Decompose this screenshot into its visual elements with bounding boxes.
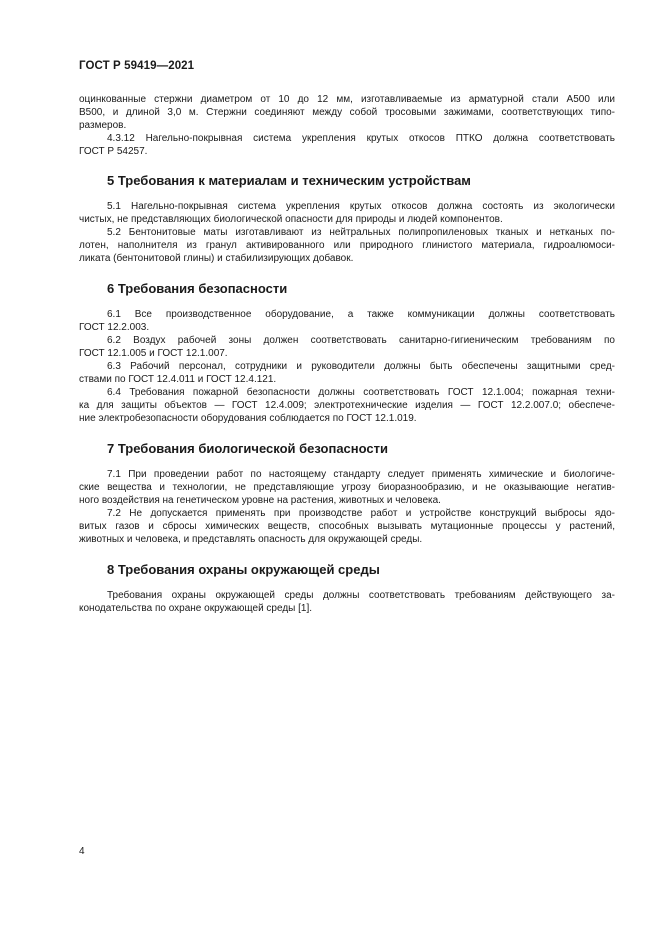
paragraph-7-2-line: витых газов и сбросы химических веществ, способных вызывать мутационные процессы у растений, (79, 521, 615, 532)
paragraph-6-4-line: ние электробезопасности оборудования соблюдается по ГОСТ 12.1.019. (79, 413, 417, 424)
paragraph-8-line: конодательства по охране окружающей среды [1]. (79, 603, 313, 614)
paragraph-5-1-line: 5.1 Нагельно-покрывная система укрепления крутых откосов должна состоять из экологически (107, 201, 615, 212)
paragraph-6-4-line: 6.4 Требования пожарной безопасности должны соответствовать ГОСТ 12.1.004; пожарная техни- (107, 387, 615, 398)
paragraph-7-1-line: ного воздействия на генетическом уровне на растения, животных и человека. (79, 495, 441, 506)
paragraph-5-1-line: чистых, не представляющих биологической опасности для природы и людей компонентов. (79, 214, 503, 225)
paragraph-6-3-line: 6.3 Рабочий персонал, сотрудники и руководители должны быть обеспечены защитными сред- (107, 361, 615, 372)
paragraph-7-1-line: ские вещества и технологии, не представляющие угрозу биоразнообразию, и не оказывающие негатив- (79, 482, 615, 493)
paragraph-6-1-line: ГОСТ 12.2.003. (79, 322, 150, 333)
section-7-heading: 7 Требования биологической безопасности (107, 441, 388, 456)
paragraph-7-2-line: 7.2 Не допускается применять при производстве работ и устройстве конструкций выбросы ядо- (107, 508, 615, 519)
paragraph-8-line: Требования охраны окружающей среды должны соответствовать требованиям действующего за- (107, 590, 615, 601)
paragraph-6-4-line: ка для защиты объектов — ГОСТ 12.4.009; электротехнические изделия — ГОСТ 12.2.007.0; обеспече- (79, 400, 615, 411)
section-6-heading: 6 Требования безопасности (107, 281, 288, 296)
paragraph-7-2-line: животных и человека, и представлять опасность для окружающей среды. (79, 534, 423, 545)
document-header-id: ГОСТ Р 59419—2021 (79, 60, 195, 72)
paragraph-continuation-line: В500, и длиной 3,0 м. Стержни соединяют между собой тросовыми зажимами, соответствующих типо- (79, 107, 615, 118)
paragraph-4-3-12-line: 4.3.12 Нагельно-покрывная система укрепления крутых откосов ПТКО должна соответствовать (107, 133, 615, 144)
paragraph-7-1-line: 7.1 При проведении работ по настоящему стандарту следует применять химические и биологиче- (107, 469, 615, 480)
paragraph-6-2-line: ГОСТ 12.1.005 и ГОСТ 12.1.007. (79, 348, 228, 359)
paragraph-continuation-line: размеров. (79, 120, 127, 131)
paragraph-4-3-12-line: ГОСТ Р 54257. (79, 146, 148, 157)
paragraph-5-2-line: 5.2 Бентонитовые маты изготавливают из нейтральных полипропиленовых тканых и нетканых по- (107, 227, 615, 238)
paragraph-6-2-line: 6.2 Воздух рабочей зоны должен соответствовать санитарно-гигиеническим требованиям по (107, 335, 615, 346)
paragraph-continuation-line: оцинкованные стержни диаметром от 10 до 12 мм, изготавливаемые из арматурной стали А500 или (79, 94, 615, 105)
page-number: 4 (79, 846, 85, 857)
paragraph-6-3-line: ствами по ГОСТ 12.4.011 и ГОСТ 12.4.121. (79, 374, 277, 385)
paragraph-5-2-line: лотен, наполнителя из гранул активированного или природного глинистого материала, гидроалюмоси- (79, 240, 615, 251)
paragraph-6-1-line: 6.1 Все производственное оборудование, а также коммуникации должны соответствовать (107, 309, 615, 320)
section-5-heading: 5 Требования к материалам и техническим устройствам (107, 173, 471, 188)
paragraph-5-2-line: ликата (бентонитовой глины) и стабилизирующих добавок. (79, 253, 354, 264)
section-8-heading: 8 Требования охраны окружающей среды (107, 562, 380, 577)
